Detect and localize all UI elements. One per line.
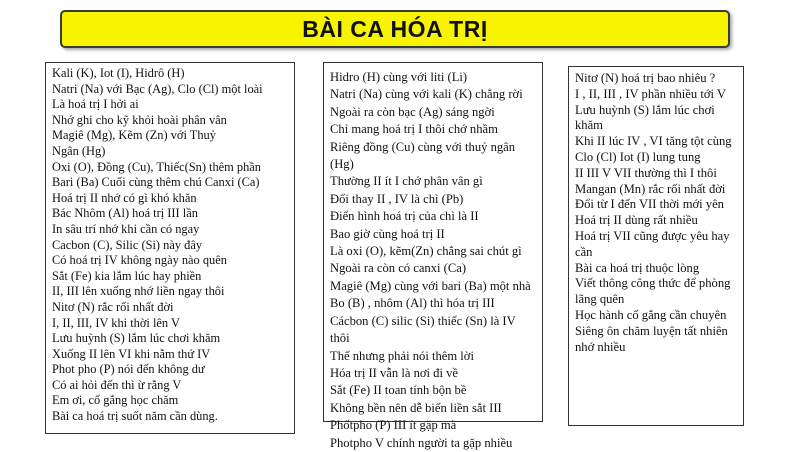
verse-line: Phốtpho (P) III ít gặp mà (330, 418, 457, 433)
verse-column-2 (323, 62, 543, 450)
verse-line: Nhớ ghi cho kỹ khỏi hoài phân vân (52, 112, 227, 127)
verse-line: I , II, III , IV phần nhiều tới V (575, 86, 726, 101)
verse-line: Là oxi (O), kẽm(Zn) chẳng sai chút gì (330, 244, 522, 259)
verse-line: Bài ca hoá trị suốt năm cần dùng. (52, 409, 218, 424)
verse-line: Hóa trị II vẫn là nơi đi về (330, 365, 459, 380)
verse-line: Ngoài ra còn có canxi (Ca) (330, 261, 467, 276)
verse-line: Cacbon (C), Silic (Si) này đây (52, 237, 203, 252)
verse-line: Có hoá trị IV không ngày nào quên (52, 253, 227, 268)
verse-line: I, II, III, IV khi thời lên V (52, 315, 180, 330)
verse-line: Sắt (Fe) kia lắm lúc hay phiền (52, 268, 202, 283)
verse-line: Hoá trị II dùng rất nhiều (575, 213, 698, 228)
verse-line: Thường II ít I chớ phân vân gì (330, 174, 483, 189)
verse-line: Magiê (Mg) cùng với bari (Ba) một nhà (330, 278, 531, 293)
verse-line: Riêng đồng (Cu) cùng với thuỷ ngân (Hg) (330, 139, 516, 172)
verse-line: Hoá trị VII cũng được yêu hay cần (575, 228, 730, 259)
verse-line: Lưu huỳnh (S) lắm lúc chơi khăm (52, 331, 221, 346)
verse-line: Bao giờ cùng hoá trị II (330, 226, 445, 241)
verse-line: Em ơi, cố gắng học chăm (52, 393, 179, 408)
verse-line: In sâu trí nhớ khi cần có ngay (52, 221, 200, 236)
verse-line: Là hoá trị I hởi ai (52, 97, 139, 112)
verse-line: Có ai hỏi đến thì ừ rằng V (52, 377, 182, 392)
page-title: BÀI CA HÓA TRỊ (302, 15, 488, 42)
verse-line: Clo (Cl) Iot (I) lung tung (575, 149, 701, 164)
verse-line: Bari (Ba) Cuối cùng thêm chú Canxi (Ca) (52, 175, 260, 190)
verse-line: Thế nhưng phải nói thêm lời (330, 348, 474, 363)
verse-line: Sắt (Fe) II toan tính bộn bề (330, 383, 467, 398)
verse-line: Photpho V chính người ta gặp nhiều (330, 435, 513, 450)
verse-line: II III V VII thường thì I thôi (575, 165, 717, 180)
verse-line: Hoá trị II nhớ có gì khó khăn (52, 190, 197, 205)
verse-column-3 (568, 66, 744, 426)
verse-line: Kali (K), Iot (I), Hidrô (H) (52, 66, 185, 80)
verse-line: Oxi (O), Đồng (Cu), Thiếc(Sn) thêm phần (52, 159, 261, 174)
verse-line: Hidro (H) cùng với liti (Li) (330, 70, 468, 84)
verse-line: Khi II lúc IV , VI tăng tột cùng (575, 134, 732, 149)
verse-line: Bài ca hoá trị thuộc lòng (575, 260, 700, 275)
verse-line: Đổi từ I đến VII thời mới yên (575, 197, 724, 212)
verse-line: Natri (Na) với Bạc (Ag), Clo (Cl) một loài (52, 81, 263, 96)
verse-line: Nitơ (N) hoá trị bao nhiêu ? (575, 71, 716, 85)
verse-line: Bác Nhôm (Al) hoá trị III lần (52, 206, 198, 221)
verse-line: Lưu huỳnh (S) lắm lúc chơi khăm (575, 102, 715, 133)
verse-line: Ngân (Hg) (52, 143, 106, 158)
verse-line: Nitơ (N) rắc rối nhất đời (52, 299, 174, 314)
verse-line: Đổi thay II , IV là chì (Pb) (330, 191, 464, 206)
verse-line: Điển hình hoá trị của chì là II (330, 209, 479, 224)
verse-line: Chỉ mang hoá trị I thôi chớ nhầm (330, 122, 498, 137)
verse-line: Natri (Na) cùng với kali (K) chẳng rời (330, 87, 523, 102)
verse-column-1 (45, 62, 295, 434)
verse-line: Siêng ôn chăm luyện tất nhiên nhớ nhiều (575, 323, 728, 354)
verse-line: Phot pho (P) nói đến không dư (52, 362, 205, 377)
verse-line: II, III lên xuống nhớ liền ngay thôi (52, 284, 225, 299)
verse-line: Xuống II lên VI khi nằm thứ IV (52, 346, 211, 361)
verse-line: Ngoài ra còn bạc (Ag) sáng ngời (330, 104, 495, 119)
verse-line: Học hành cố gắng cần chuyên (575, 307, 727, 322)
verse-line: Không bền nên dễ biến liền sắt III (330, 400, 502, 415)
verse-line: Cácbon (C) silic (Si) thiếc (Sn) là IV thôi (330, 313, 516, 346)
verse-line: Mangan (Mn) rắc rối nhất đời (575, 181, 726, 196)
verse-line: Viết thông công thức để phòng lãng quên (575, 276, 731, 307)
verse-line: Bo (B) , nhôm (Al) thì hóa trị III (330, 296, 495, 311)
title-banner (60, 10, 730, 48)
verse-line: Magiê (Mg), Kẽm (Zn) với Thuỷ (52, 128, 216, 143)
